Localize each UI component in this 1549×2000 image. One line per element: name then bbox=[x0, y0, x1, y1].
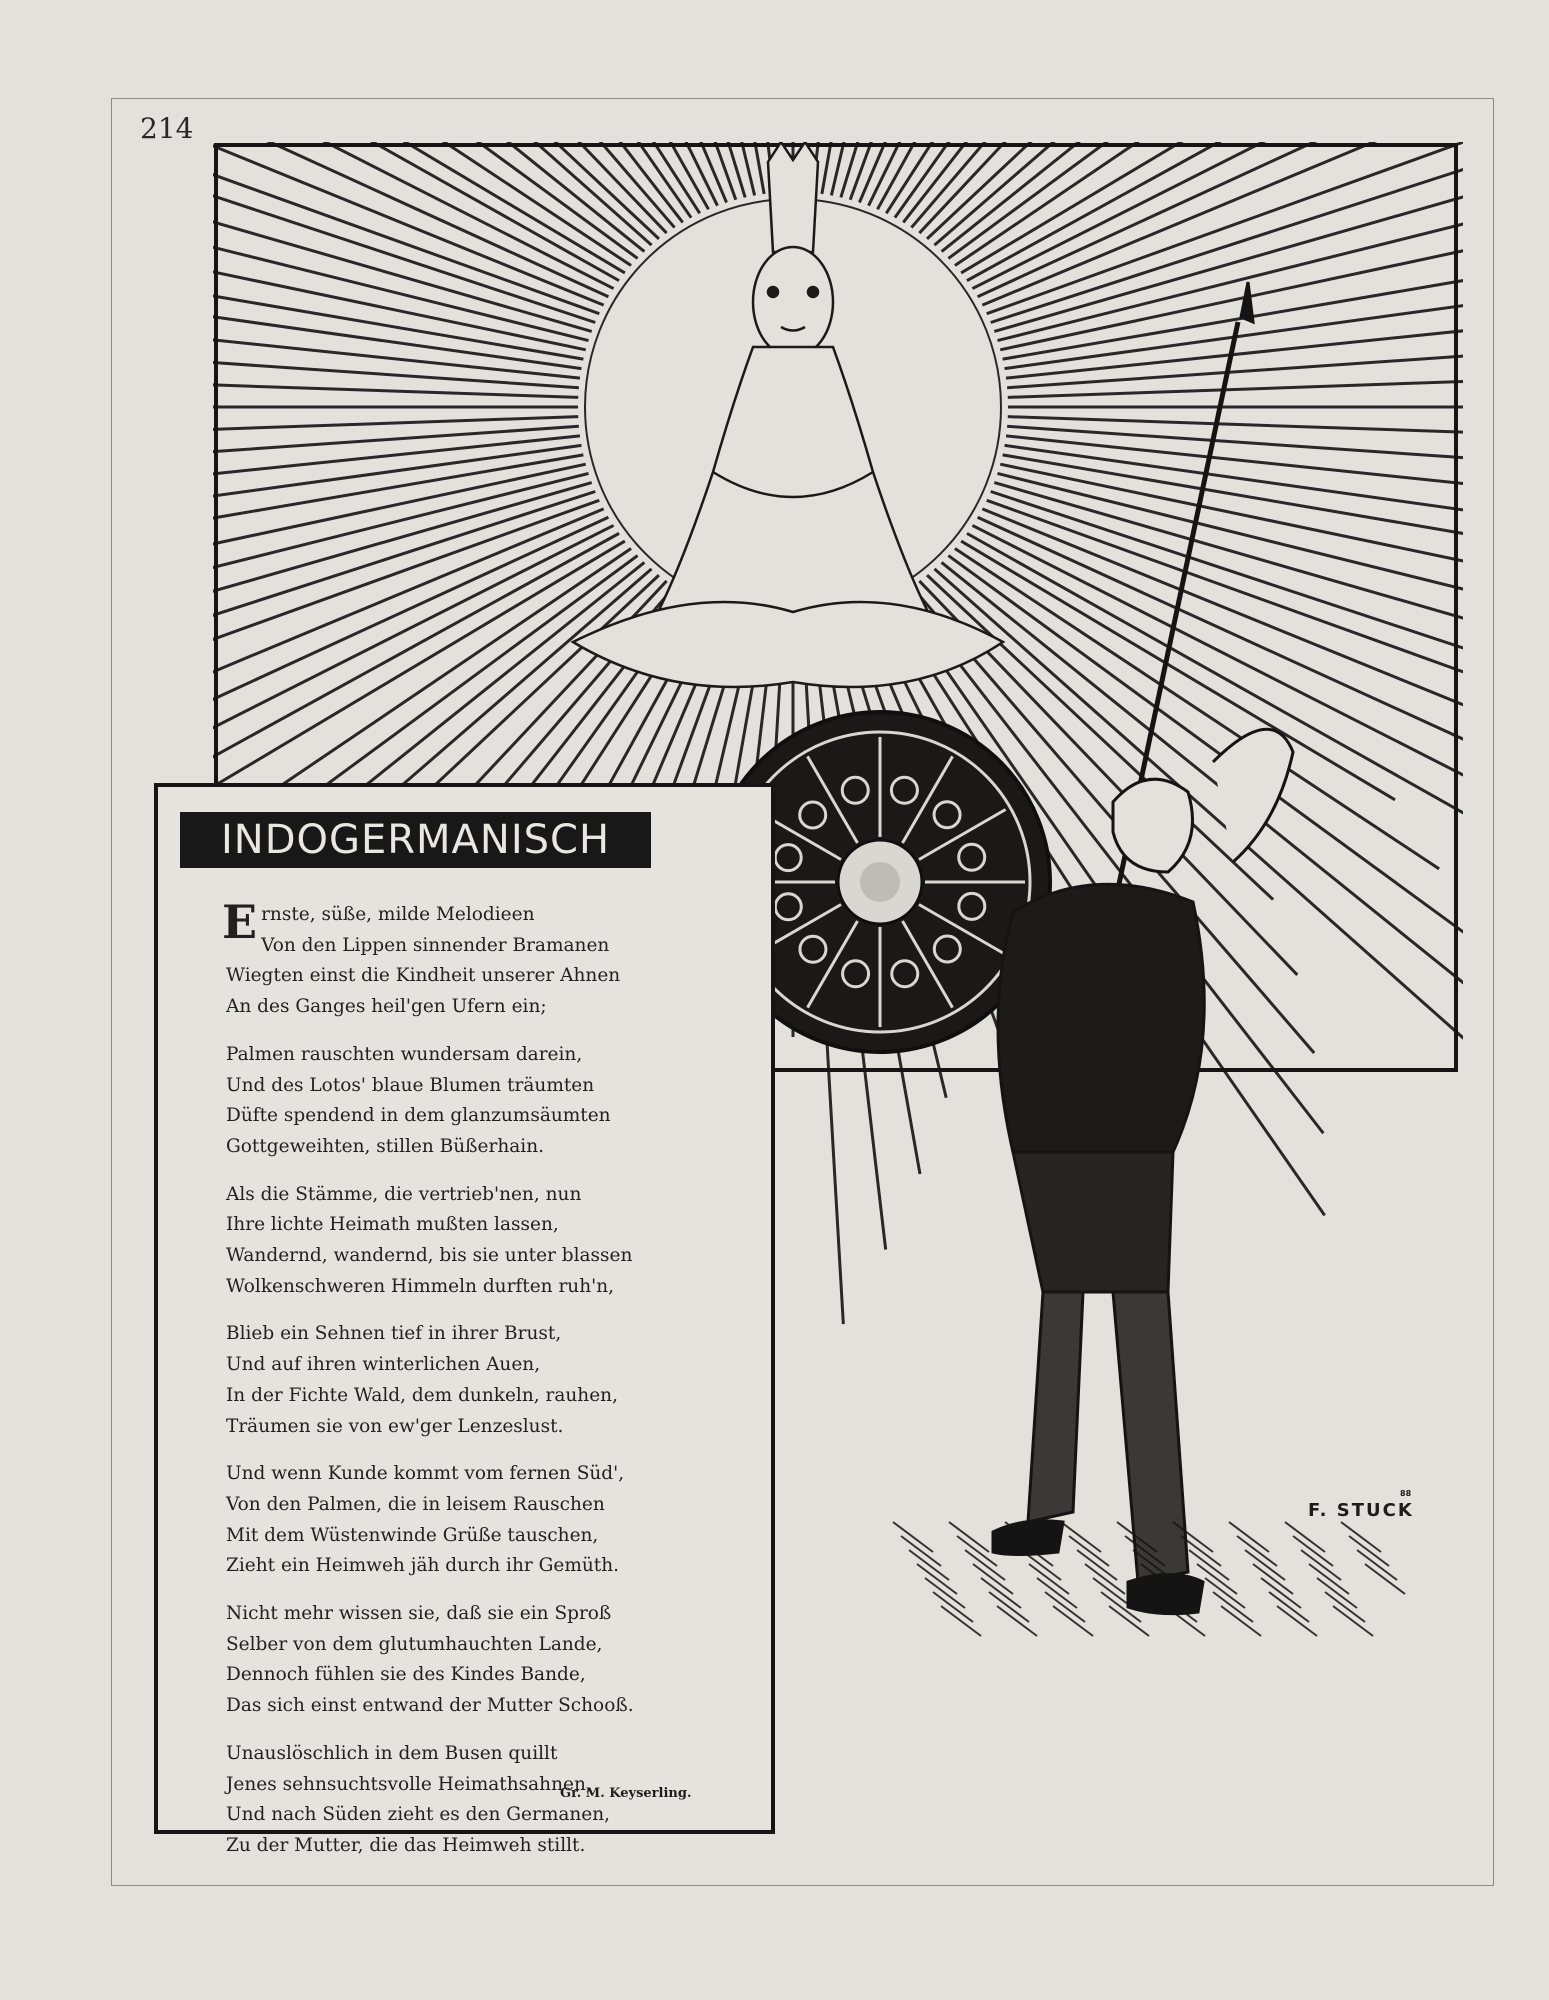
sunburst-ray bbox=[1007, 426, 1463, 476]
sunburst-ray bbox=[213, 464, 586, 651]
ground-hatch bbox=[1189, 1550, 1229, 1580]
ground-hatch bbox=[1261, 1578, 1301, 1608]
sunburst-ray bbox=[982, 142, 1463, 305]
sunburst-ray bbox=[895, 142, 1200, 218]
ground-hatch bbox=[893, 1522, 933, 1552]
ground-hatch bbox=[1277, 1606, 1317, 1636]
ground-hatch bbox=[909, 1550, 949, 1580]
ground-hatch bbox=[1357, 1550, 1397, 1580]
poem-author: Gr. M. Keyserling. bbox=[560, 1786, 692, 1801]
poem-title: INDOGERMANISCH bbox=[180, 812, 651, 868]
poem-line: Zu der Mutter, die das Heimweh stillt. bbox=[226, 1834, 586, 1856]
ground-hatch bbox=[1085, 1564, 1125, 1594]
ground-hatch bbox=[1317, 1578, 1357, 1608]
sunburst-ray bbox=[213, 142, 631, 266]
poem-line: Und des Lotos' blaue Blumen träumten bbox=[226, 1074, 595, 1096]
ground-hatch bbox=[957, 1536, 997, 1566]
ground-hatch bbox=[1301, 1550, 1341, 1580]
poem-line: An des Ganges heil'gen Ufern ein; bbox=[226, 996, 547, 1018]
sunburst-ray bbox=[948, 142, 1463, 258]
poem-line: Ihre lichte Heimath mußten lassen, bbox=[226, 1214, 559, 1236]
sunburst-ray bbox=[213, 417, 578, 449]
drop-cap: E bbox=[222, 895, 258, 949]
ground-hatch bbox=[1029, 1564, 1069, 1594]
stanza-3 bbox=[226, 1180, 746, 1303]
poem-line: Jenes sehnsuchtsvolle Heimathsahnen, bbox=[226, 1773, 592, 1795]
poem-line: Wandernd, wandernd, bis sie unter blassen bbox=[226, 1245, 633, 1267]
ground-hatch bbox=[1205, 1578, 1245, 1608]
sunburst-ray bbox=[213, 142, 604, 305]
poem-line: Nicht mehr wissen sie, daß sie ein Sproß bbox=[226, 1603, 612, 1625]
ground-hatch bbox=[1285, 1522, 1325, 1552]
ground-hatch bbox=[1069, 1536, 1109, 1566]
ground-hatch bbox=[1325, 1592, 1365, 1622]
ground-hatch bbox=[981, 1578, 1021, 1608]
ground-hatch bbox=[1341, 1522, 1381, 1552]
poem-line: Wiegten einst die Kindheit unserer Ahnen bbox=[226, 965, 621, 987]
sunburst-ray bbox=[213, 376, 578, 398]
sunburst-ray bbox=[213, 142, 608, 297]
sunburst-ray bbox=[987, 142, 1463, 314]
ground-hatch bbox=[1045, 1592, 1085, 1622]
page-number: 214 bbox=[140, 112, 194, 145]
ground-hatch bbox=[933, 1592, 973, 1622]
poem-line: Mit dem Wüstenwinde Grüße tauschen, bbox=[226, 1524, 599, 1546]
poem-line: Unauslöschlich in dem Busen quillt bbox=[226, 1742, 558, 1764]
poem-line: Und wenn Kunde kommt vom fernen Süd', bbox=[226, 1463, 625, 1485]
poem-line: Selber von dem glutumhauchten Lande, bbox=[226, 1633, 603, 1655]
poem-line: In der Fichte Wald, dem dunkeln, rauhen, bbox=[226, 1384, 618, 1406]
poem-line: Wolkenschweren Himmeln durften ruh'n, bbox=[226, 1275, 615, 1297]
stanza-5 bbox=[226, 1459, 746, 1582]
poem-line: Zieht ein Heimweh jäh durch ihr Gemüth. bbox=[226, 1555, 620, 1577]
sunburst-ray bbox=[878, 142, 1234, 209]
ground-hatch bbox=[1333, 1606, 1373, 1636]
ground-hatch bbox=[1229, 1522, 1269, 1552]
poem-line: Und auf ihren winterlichen Auen, bbox=[226, 1354, 541, 1376]
artist-signature: F. STUCK bbox=[1308, 1500, 1414, 1521]
poem-line: Als die Stämme, die vertrieb'nen, nun bbox=[226, 1183, 582, 1205]
ground-hatch bbox=[1253, 1564, 1293, 1594]
sunburst-ray bbox=[213, 142, 625, 273]
ground-hatch bbox=[1077, 1550, 1117, 1580]
ground-hatch bbox=[901, 1536, 941, 1566]
sunburst-ray bbox=[859, 142, 1085, 203]
ground-hatch bbox=[925, 1578, 965, 1608]
ground-hatch bbox=[1349, 1536, 1389, 1566]
ground-hatch bbox=[1053, 1606, 1093, 1636]
sunburst-ray bbox=[934, 142, 1357, 245]
stanza-6 bbox=[226, 1599, 746, 1722]
poem-line: Dennoch fühlen sie des Kindes Bande, bbox=[226, 1664, 586, 1686]
sunburst-ray bbox=[994, 142, 1463, 331]
poem-line: Und nach Süden zieht es den Germanen, bbox=[226, 1804, 611, 1826]
ground-hatch bbox=[949, 1522, 989, 1552]
ground-hatch bbox=[1237, 1536, 1277, 1566]
sunburst-ray bbox=[911, 142, 1362, 228]
warrior-figure bbox=[993, 282, 1293, 1614]
ground-hatch bbox=[1037, 1578, 1077, 1608]
ground-hatch bbox=[1213, 1592, 1253, 1622]
artist-year-mark: 88 bbox=[1400, 1489, 1412, 1498]
sunburst-ray bbox=[261, 142, 691, 218]
ground-hatch bbox=[997, 1606, 1037, 1636]
ground-hatch bbox=[973, 1564, 1013, 1594]
ground-hatch bbox=[941, 1606, 981, 1636]
ground-hatch bbox=[1221, 1606, 1261, 1636]
poem-line: rnste, süße, milde Melodieen bbox=[261, 904, 535, 925]
poem-line: Düfte spendend in dem glanzumsäumten bbox=[226, 1105, 611, 1127]
poem-line: Träumen sie von ew'ger Lenzeslust. bbox=[226, 1415, 564, 1437]
ground-hatch bbox=[989, 1592, 1029, 1622]
poem-line: Von den Lippen sinnender Bramanen bbox=[261, 934, 610, 956]
sunburst-ray bbox=[1008, 417, 1463, 439]
stanza-1 bbox=[222, 895, 746, 1023]
poem-line: Palmen rauschten wundersam darein, bbox=[226, 1043, 583, 1065]
stanza-4 bbox=[226, 1319, 746, 1442]
sunburst-ray bbox=[213, 533, 619, 819]
ground-hatch bbox=[1269, 1592, 1309, 1622]
ground-hatch bbox=[1061, 1522, 1101, 1552]
sunburst-ray bbox=[272, 142, 675, 228]
poem-line: Gottgeweihten, stillen Büßerhain. bbox=[226, 1135, 544, 1157]
poem-line: Das sich einst entwand der Mutter Schooß. bbox=[226, 1695, 634, 1717]
stanza-2 bbox=[226, 1040, 746, 1163]
sunburst-ray bbox=[967, 142, 1463, 281]
ground-hatch bbox=[1293, 1536, 1333, 1566]
poem-line: Von den Palmen, die in leisem Rauschen bbox=[226, 1493, 605, 1515]
poem-line: Blieb ein Sehnen tief in ihrer Brust, bbox=[226, 1323, 562, 1345]
ground-hatch bbox=[1365, 1564, 1405, 1594]
ground-hatch bbox=[917, 1564, 957, 1594]
ground-hatch bbox=[1245, 1550, 1285, 1580]
poem-body bbox=[222, 895, 746, 1879]
ground-hatch bbox=[1309, 1564, 1349, 1594]
